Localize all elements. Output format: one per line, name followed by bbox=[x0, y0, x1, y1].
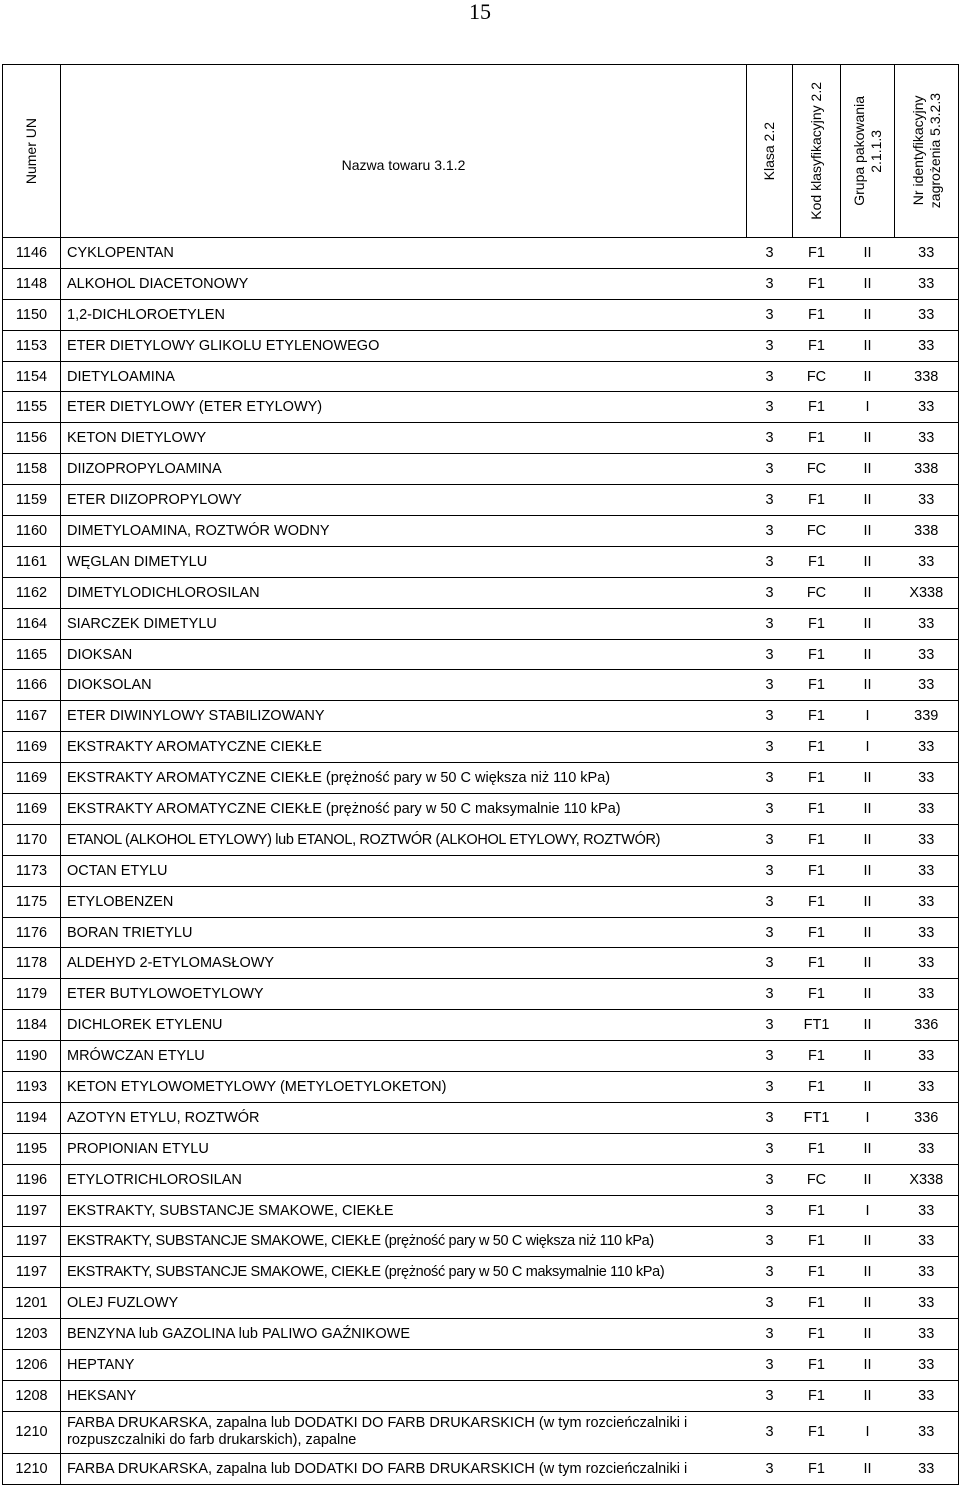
hazard-id-cell: 33 bbox=[895, 1411, 959, 1453]
goods-name-cell: DIOKSAN bbox=[61, 639, 747, 670]
packing-group-cell: II bbox=[841, 330, 895, 361]
un-number-cell: 1195 bbox=[3, 1133, 61, 1164]
goods-name-cell: FARBA DRUKARSKA, zapalna lub DODATKI DO FARB DRUKARSKICH (w tym rozcieńczalniki i bbox=[61, 1453, 747, 1484]
class-cell: 3 bbox=[747, 794, 793, 825]
classification-code-cell: F1 bbox=[793, 608, 841, 639]
class-cell: 3 bbox=[747, 979, 793, 1010]
packing-group-cell: II bbox=[841, 794, 895, 825]
goods-name-cell: OCTAN ETYLU bbox=[61, 855, 747, 886]
class-cell: 3 bbox=[747, 1350, 793, 1381]
packing-group-cell: I bbox=[841, 701, 895, 732]
class-cell: 3 bbox=[747, 485, 793, 516]
table-row bbox=[3, 608, 959, 639]
header-un-number: Numer UN bbox=[3, 65, 61, 238]
packing-group-cell: II bbox=[841, 948, 895, 979]
packing-group-cell: II bbox=[841, 1041, 895, 1072]
classification-code-cell: F1 bbox=[793, 732, 841, 763]
packing-group-cell: II bbox=[841, 1226, 895, 1257]
un-number-cell: 1154 bbox=[3, 361, 61, 392]
un-number-cell: 1150 bbox=[3, 299, 61, 330]
classification-code-cell: F1 bbox=[793, 1257, 841, 1288]
goods-name-cell: ALDEHYD 2-ETYLOMASŁOWY bbox=[61, 948, 747, 979]
class-cell: 3 bbox=[747, 732, 793, 763]
class-cell: 3 bbox=[747, 1453, 793, 1484]
class-cell: 3 bbox=[747, 1102, 793, 1133]
hazard-id-cell: 33 bbox=[895, 392, 959, 423]
packing-group-cell: I bbox=[841, 1195, 895, 1226]
hazard-id-cell: 33 bbox=[895, 732, 959, 763]
table-row bbox=[3, 1102, 959, 1133]
class-cell: 3 bbox=[747, 855, 793, 886]
table-row bbox=[3, 423, 959, 454]
hazard-id-cell: 33 bbox=[895, 608, 959, 639]
table-row bbox=[3, 1226, 959, 1257]
table-row bbox=[3, 516, 959, 547]
un-number-cell: 1201 bbox=[3, 1288, 61, 1319]
classification-code-cell: F1 bbox=[793, 701, 841, 732]
classification-code-cell: F1 bbox=[793, 392, 841, 423]
goods-name-cell: BORAN TRIETYLU bbox=[61, 917, 747, 948]
packing-group-cell: II bbox=[841, 1380, 895, 1411]
classification-code-cell: FC bbox=[793, 1164, 841, 1195]
goods-name-cell: DIETYLOAMINA bbox=[61, 361, 747, 392]
hazard-id-cell: 33 bbox=[895, 917, 959, 948]
packing-group-cell: II bbox=[841, 577, 895, 608]
table-row bbox=[3, 1041, 959, 1072]
goods-name-cell: DICHLOREK ETYLENU bbox=[61, 1010, 747, 1041]
classification-code-cell: F1 bbox=[793, 794, 841, 825]
table-row bbox=[3, 948, 959, 979]
un-number-cell: 1153 bbox=[3, 330, 61, 361]
classification-code-cell: F1 bbox=[793, 639, 841, 670]
header-hazard-id: Nr identyfikacyjny zagrożenia 5.3.2.3 bbox=[895, 65, 959, 238]
packing-group-cell: II bbox=[841, 608, 895, 639]
hazard-id-cell: 33 bbox=[895, 1319, 959, 1350]
class-cell: 3 bbox=[747, 577, 793, 608]
classification-code-cell: F1 bbox=[793, 1350, 841, 1381]
goods-name-cell: DIOKSOLAN bbox=[61, 670, 747, 701]
packing-group-cell: II bbox=[841, 546, 895, 577]
un-number-cell: 1206 bbox=[3, 1350, 61, 1381]
packing-group-cell: II bbox=[841, 1010, 895, 1041]
class-cell: 3 bbox=[747, 299, 793, 330]
class-cell: 3 bbox=[747, 238, 793, 269]
goods-name-cell: EKSTRAKTY AROMATYCZNE CIEKŁE (prężność pary w 50 C maksymalnie 110 kPa) bbox=[61, 794, 747, 825]
un-number-cell: 1194 bbox=[3, 1102, 61, 1133]
packing-group-cell: II bbox=[841, 855, 895, 886]
hazard-id-cell: 33 bbox=[895, 423, 959, 454]
un-number-cell: 1197 bbox=[3, 1195, 61, 1226]
class-cell: 3 bbox=[747, 1072, 793, 1103]
page-number: 15 bbox=[469, 0, 491, 24]
class-cell: 3 bbox=[747, 1380, 793, 1411]
hazard-id-cell: 338 bbox=[895, 361, 959, 392]
hazard-id-cell: 33 bbox=[895, 1133, 959, 1164]
hazard-id-cell: X338 bbox=[895, 1164, 959, 1195]
hazard-id-cell: 33 bbox=[895, 824, 959, 855]
table-row bbox=[3, 763, 959, 794]
hazard-id-cell: 33 bbox=[895, 763, 959, 794]
table-header-row bbox=[3, 65, 959, 238]
class-cell: 3 bbox=[747, 948, 793, 979]
hazard-id-cell: 33 bbox=[895, 1072, 959, 1103]
table-row bbox=[3, 979, 959, 1010]
packing-group-cell: II bbox=[841, 1164, 895, 1195]
class-cell: 3 bbox=[747, 639, 793, 670]
class-cell: 3 bbox=[747, 1195, 793, 1226]
goods-name-cell: KETON DIETYLOWY bbox=[61, 423, 747, 454]
class-cell: 3 bbox=[747, 670, 793, 701]
packing-group-cell: II bbox=[841, 516, 895, 547]
hazard-id-cell: 33 bbox=[895, 855, 959, 886]
hazard-id-cell: 33 bbox=[895, 1288, 959, 1319]
classification-code-cell: F1 bbox=[793, 1133, 841, 1164]
class-cell: 3 bbox=[747, 1257, 793, 1288]
goods-name-cell: 1,2-DICHLOROETYLEN bbox=[61, 299, 747, 330]
packing-group-cell: II bbox=[841, 639, 895, 670]
un-number-cell: 1161 bbox=[3, 546, 61, 577]
class-cell: 3 bbox=[747, 1133, 793, 1164]
packing-group-cell: II bbox=[841, 763, 895, 794]
packing-group-cell: II bbox=[841, 886, 895, 917]
un-number-cell: 1173 bbox=[3, 855, 61, 886]
un-number-cell: 1178 bbox=[3, 948, 61, 979]
hazard-id-cell: 33 bbox=[895, 238, 959, 269]
hazard-id-cell: 33 bbox=[895, 1380, 959, 1411]
un-number-cell: 1148 bbox=[3, 268, 61, 299]
goods-name-cell: CYKLOPENTAN bbox=[61, 238, 747, 269]
table-row bbox=[3, 1195, 959, 1226]
table-row bbox=[3, 268, 959, 299]
table-row bbox=[3, 732, 959, 763]
packing-group-cell: I bbox=[841, 392, 895, 423]
un-number-cell: 1158 bbox=[3, 454, 61, 485]
packing-group-cell: I bbox=[841, 732, 895, 763]
goods-name-cell: ETER DIETYLOWY GLIKOLU ETYLENOWEGO bbox=[61, 330, 747, 361]
hazard-id-cell: X338 bbox=[895, 577, 959, 608]
goods-name-cell: DIMETYLOAMINA, ROZTWÓR WODNY bbox=[61, 516, 747, 547]
un-number-cell: 1169 bbox=[3, 794, 61, 825]
table-row bbox=[3, 855, 959, 886]
un-number-cell: 1175 bbox=[3, 886, 61, 917]
goods-name-cell: KETON ETYLOWOMETYLOWY (METYLOETYLOKETON) bbox=[61, 1072, 747, 1103]
un-number-cell: 1179 bbox=[3, 979, 61, 1010]
packing-group-cell: II bbox=[841, 824, 895, 855]
goods-name-cell: ETER DIWINYLOWY STABILIZOWANY bbox=[61, 701, 747, 732]
hazard-id-cell: 33 bbox=[895, 670, 959, 701]
packing-group-cell: II bbox=[841, 1133, 895, 1164]
table-row bbox=[3, 330, 959, 361]
table-row bbox=[3, 1411, 959, 1453]
classification-code-cell: F1 bbox=[793, 1288, 841, 1319]
classification-code-cell: F1 bbox=[793, 485, 841, 516]
goods-name-cell: EKSTRAKTY, SUBSTANCJE SMAKOWE, CIEKŁE (prężność pary w 50 C maksymalnie 110 kPa) bbox=[61, 1257, 747, 1288]
class-cell: 3 bbox=[747, 608, 793, 639]
table-row bbox=[3, 392, 959, 423]
hazard-id-cell: 33 bbox=[895, 1257, 959, 1288]
header-packing-group: Grupa pakowania 2.1.1.3 bbox=[841, 65, 895, 238]
hazard-id-cell: 33 bbox=[895, 979, 959, 1010]
hazard-id-cell: 338 bbox=[895, 454, 959, 485]
goods-name-cell: PROPIONIAN ETYLU bbox=[61, 1133, 747, 1164]
goods-name-cell: ETER DIIZOPROPYLOWY bbox=[61, 485, 747, 516]
goods-name-cell: HEKSANY bbox=[61, 1380, 747, 1411]
un-number-cell: 1197 bbox=[3, 1226, 61, 1257]
un-number-cell: 1146 bbox=[3, 238, 61, 269]
un-number-cell: 1159 bbox=[3, 485, 61, 516]
table-row bbox=[3, 546, 959, 577]
class-cell: 3 bbox=[747, 1010, 793, 1041]
classification-code-cell: F1 bbox=[793, 299, 841, 330]
class-cell: 3 bbox=[747, 1319, 793, 1350]
un-number-cell: 1196 bbox=[3, 1164, 61, 1195]
hazard-id-cell: 336 bbox=[895, 1010, 959, 1041]
goods-name-cell: ETYLOTRICHLOROSILAN bbox=[61, 1164, 747, 1195]
classification-code-cell: F1 bbox=[793, 1072, 841, 1103]
hazard-id-cell: 339 bbox=[895, 701, 959, 732]
classification-code-cell: F1 bbox=[793, 917, 841, 948]
class-cell: 3 bbox=[747, 392, 793, 423]
table-row bbox=[3, 794, 959, 825]
classification-code-cell: F1 bbox=[793, 423, 841, 454]
classification-code-cell: F1 bbox=[793, 948, 841, 979]
hazard-id-cell: 33 bbox=[895, 330, 959, 361]
goods-name-cell: EKSTRAKTY, SUBSTANCJE SMAKOWE, CIEKŁE (prężność pary w 50 C większa niż 110 kPa) bbox=[61, 1226, 747, 1257]
class-cell: 3 bbox=[747, 1411, 793, 1453]
classification-code-cell: F1 bbox=[793, 1226, 841, 1257]
packing-group-cell: II bbox=[841, 299, 895, 330]
table-row bbox=[3, 361, 959, 392]
un-number-cell: 1170 bbox=[3, 824, 61, 855]
classification-code-cell: FT1 bbox=[793, 1102, 841, 1133]
table-row bbox=[3, 1164, 959, 1195]
class-cell: 3 bbox=[747, 886, 793, 917]
classification-code-cell: F1 bbox=[793, 855, 841, 886]
goods-name-cell: AZOTYN ETYLU, ROZTWÓR bbox=[61, 1102, 747, 1133]
goods-name-cell: OLEJ FUZLOWY bbox=[61, 1288, 747, 1319]
un-number-cell: 1190 bbox=[3, 1041, 61, 1072]
table-row bbox=[3, 1010, 959, 1041]
un-number-cell: 1176 bbox=[3, 917, 61, 948]
packing-group-cell: II bbox=[841, 1288, 895, 1319]
un-number-cell: 1156 bbox=[3, 423, 61, 454]
packing-group-cell: II bbox=[841, 423, 895, 454]
un-number-cell: 1197 bbox=[3, 1257, 61, 1288]
table-row bbox=[3, 639, 959, 670]
packing-group-cell: II bbox=[841, 917, 895, 948]
goods-name-cell: ETANOL (ALKOHOL ETYLOWY) lub ETANOL, ROZTWÓR (ALKOHOL ETYLOWY, ROZTWÓR) bbox=[61, 824, 747, 855]
hazard-id-cell: 336 bbox=[895, 1102, 959, 1133]
goods-name-cell: ETER BUTYLOWOETYLOWY bbox=[61, 979, 747, 1010]
packing-group-cell: II bbox=[841, 268, 895, 299]
classification-code-cell: F1 bbox=[793, 886, 841, 917]
packing-group-cell: II bbox=[841, 979, 895, 1010]
un-number-cell: 1210 bbox=[3, 1411, 61, 1453]
packing-group-cell: II bbox=[841, 1453, 895, 1484]
class-cell: 3 bbox=[747, 1164, 793, 1195]
un-number-cell: 1167 bbox=[3, 701, 61, 732]
classification-code-cell: F1 bbox=[793, 1411, 841, 1453]
classification-code-cell: F1 bbox=[793, 979, 841, 1010]
header-classification-code: Kod klasyfikacyjny 2.2 bbox=[793, 65, 841, 238]
packing-group-cell: I bbox=[841, 1411, 895, 1453]
classification-code-cell: FC bbox=[793, 361, 841, 392]
table-row bbox=[3, 454, 959, 485]
table-row bbox=[3, 917, 959, 948]
hazard-id-cell: 33 bbox=[895, 1350, 959, 1381]
class-cell: 3 bbox=[747, 1041, 793, 1072]
classification-code-cell: F1 bbox=[793, 546, 841, 577]
un-number-cell: 1155 bbox=[3, 392, 61, 423]
hazard-id-cell: 33 bbox=[895, 948, 959, 979]
class-cell: 3 bbox=[747, 701, 793, 732]
class-cell: 3 bbox=[747, 1288, 793, 1319]
table-row bbox=[3, 238, 959, 269]
packing-group-cell: II bbox=[841, 485, 895, 516]
un-number-cell: 1193 bbox=[3, 1072, 61, 1103]
table-row bbox=[3, 1133, 959, 1164]
table-row bbox=[3, 1288, 959, 1319]
hazard-id-cell: 33 bbox=[895, 1195, 959, 1226]
goods-name-cell: EKSTRAKTY, SUBSTANCJE SMAKOWE, CIEKŁE bbox=[61, 1195, 747, 1226]
un-number-cell: 1162 bbox=[3, 577, 61, 608]
packing-group-cell: I bbox=[841, 1102, 895, 1133]
table-row bbox=[3, 1380, 959, 1411]
hazard-id-cell: 33 bbox=[895, 639, 959, 670]
goods-name-cell: HEPTANY bbox=[61, 1350, 747, 1381]
goods-name-cell: FARBA DRUKARSKA, zapalna lub DODATKI DO FARB DRUKARSKICH (w tym rozcieńczalniki i rozpuszczalniki do farb drukarskich), zapalne bbox=[61, 1411, 747, 1453]
un-number-cell: 1169 bbox=[3, 763, 61, 794]
un-number-cell: 1210 bbox=[3, 1453, 61, 1484]
un-number-cell: 1166 bbox=[3, 670, 61, 701]
classification-code-cell: FC bbox=[793, 454, 841, 485]
hazard-id-cell: 338 bbox=[895, 516, 959, 547]
table-row bbox=[3, 886, 959, 917]
goods-name-cell: EKSTRAKTY AROMATYCZNE CIEKŁE bbox=[61, 732, 747, 763]
dangerous-goods-table bbox=[2, 64, 959, 1485]
goods-name-cell: ALKOHOL DIACETONOWY bbox=[61, 268, 747, 299]
class-cell: 3 bbox=[747, 917, 793, 948]
class-cell: 3 bbox=[747, 361, 793, 392]
goods-name-cell: BENZYNA lub GAZOLINA lub PALIWO GAŹNIKOWE bbox=[61, 1319, 747, 1350]
classification-code-cell: F1 bbox=[793, 238, 841, 269]
goods-name-cell: MRÓWCZAN ETYLU bbox=[61, 1041, 747, 1072]
hazard-id-cell: 33 bbox=[895, 268, 959, 299]
class-cell: 3 bbox=[747, 824, 793, 855]
classification-code-cell: F1 bbox=[793, 1453, 841, 1484]
goods-name-cell: WĘGLAN DIMETYLU bbox=[61, 546, 747, 577]
table-row bbox=[3, 670, 959, 701]
class-cell: 3 bbox=[747, 516, 793, 547]
un-number-cell: 1208 bbox=[3, 1380, 61, 1411]
goods-name-cell: SIARCZEK DIMETYLU bbox=[61, 608, 747, 639]
classification-code-cell: FT1 bbox=[793, 1010, 841, 1041]
table-row bbox=[3, 1257, 959, 1288]
un-number-cell: 1164 bbox=[3, 608, 61, 639]
packing-group-cell: II bbox=[841, 1257, 895, 1288]
classification-code-cell: F1 bbox=[793, 824, 841, 855]
class-cell: 3 bbox=[747, 423, 793, 454]
class-cell: 3 bbox=[747, 546, 793, 577]
table-row bbox=[3, 1453, 959, 1484]
class-cell: 3 bbox=[747, 268, 793, 299]
table-row bbox=[3, 485, 959, 516]
table-row bbox=[3, 824, 959, 855]
classification-code-cell: F1 bbox=[793, 268, 841, 299]
packing-group-cell: II bbox=[841, 361, 895, 392]
classification-code-cell: FC bbox=[793, 577, 841, 608]
class-cell: 3 bbox=[747, 454, 793, 485]
classification-code-cell: F1 bbox=[793, 330, 841, 361]
packing-group-cell: II bbox=[841, 670, 895, 701]
packing-group-cell: II bbox=[841, 1350, 895, 1381]
class-cell: 3 bbox=[747, 1226, 793, 1257]
header-goods-name: Nazwa towaru 3.1.2 bbox=[61, 65, 747, 238]
header-class: Klasa 2.2 bbox=[747, 65, 793, 238]
classification-code-cell: F1 bbox=[793, 1319, 841, 1350]
classification-code-cell: FC bbox=[793, 516, 841, 547]
classification-code-cell: F1 bbox=[793, 1041, 841, 1072]
packing-group-cell: II bbox=[841, 238, 895, 269]
table-row bbox=[3, 701, 959, 732]
packing-group-cell: II bbox=[841, 1319, 895, 1350]
class-cell: 3 bbox=[747, 330, 793, 361]
packing-group-cell: II bbox=[841, 454, 895, 485]
un-number-cell: 1169 bbox=[3, 732, 61, 763]
table-row bbox=[3, 299, 959, 330]
goods-name-cell: EKSTRAKTY AROMATYCZNE CIEKŁE (prężność pary w 50 C większa niż 110 kPa) bbox=[61, 763, 747, 794]
un-number-cell: 1160 bbox=[3, 516, 61, 547]
hazard-id-cell: 33 bbox=[895, 1453, 959, 1484]
class-cell: 3 bbox=[747, 763, 793, 794]
hazard-id-cell: 33 bbox=[895, 1226, 959, 1257]
packing-group-cell: II bbox=[841, 1072, 895, 1103]
classification-code-cell: F1 bbox=[793, 1380, 841, 1411]
goods-name-cell: ETER DIETYLOWY (ETER ETYLOWY) bbox=[61, 392, 747, 423]
table-row bbox=[3, 1072, 959, 1103]
hazard-id-cell: 33 bbox=[895, 485, 959, 516]
table-row bbox=[3, 577, 959, 608]
table-row bbox=[3, 1350, 959, 1381]
table-row bbox=[3, 1319, 959, 1350]
hazard-id-cell: 33 bbox=[895, 794, 959, 825]
hazard-id-cell: 33 bbox=[895, 299, 959, 330]
un-number-cell: 1184 bbox=[3, 1010, 61, 1041]
hazard-id-cell: 33 bbox=[895, 546, 959, 577]
un-number-cell: 1165 bbox=[3, 639, 61, 670]
classification-code-cell: F1 bbox=[793, 1195, 841, 1226]
hazard-id-cell: 33 bbox=[895, 886, 959, 917]
goods-name-cell: DIMETYLODICHLOROSILAN bbox=[61, 577, 747, 608]
un-number-cell: 1203 bbox=[3, 1319, 61, 1350]
goods-name-cell: ETYLOBENZEN bbox=[61, 886, 747, 917]
goods-name-cell: DIIZOPROPYLOAMINA bbox=[61, 454, 747, 485]
classification-code-cell: F1 bbox=[793, 670, 841, 701]
classification-code-cell: F1 bbox=[793, 763, 841, 794]
hazard-id-cell: 33 bbox=[895, 1041, 959, 1072]
